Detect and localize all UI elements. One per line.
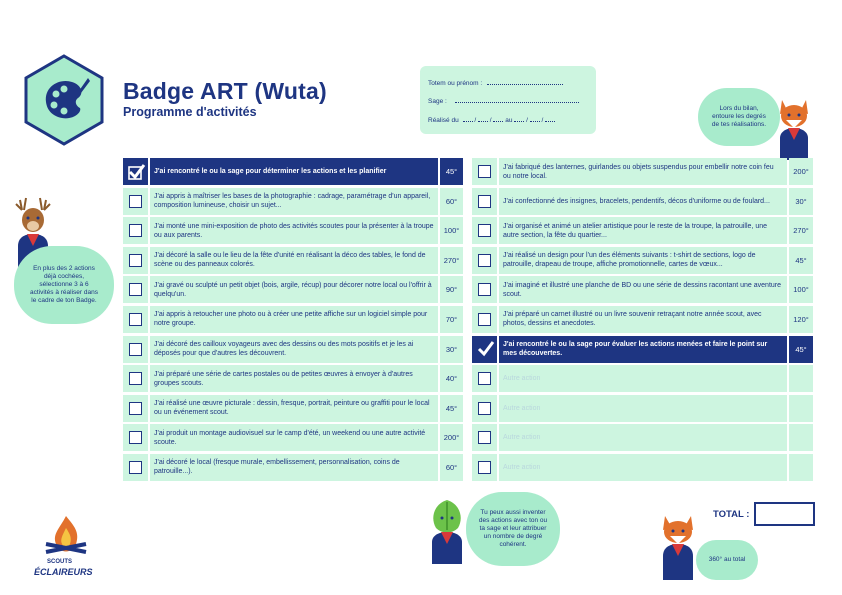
totem-field[interactable] <box>487 78 563 85</box>
checked-checkbox[interactable] <box>126 162 146 182</box>
activity-text[interactable]: Autre action <box>499 454 787 481</box>
page-title: Badge ART (Wuta) <box>123 78 327 104</box>
activity-text: J'ai décoré le local (fresque murale, embellissement, personnalisation, coins de patrouille...). <box>150 454 438 481</box>
scouts-eclaireurs-logo <box>40 514 92 556</box>
checked-checkbox[interactable] <box>475 339 495 359</box>
activity-row <box>123 336 465 363</box>
logo-line2: ÉCLAIREURS <box>34 567 93 577</box>
activity-degree: 60° <box>440 188 463 215</box>
checkbox-cell <box>472 158 497 185</box>
checkbox[interactable] <box>129 254 142 267</box>
start-month-field[interactable] <box>478 115 488 122</box>
date-separator: / <box>526 117 528 124</box>
selection-bubble <box>14 246 114 324</box>
activity-degree: 120° <box>789 306 813 333</box>
activity-degree: 45° <box>440 158 463 185</box>
checkbox[interactable] <box>478 313 491 326</box>
checkbox-cell <box>123 424 148 451</box>
checkbox-cell <box>472 276 497 303</box>
total-bubble-text: 360° au total <box>708 556 746 563</box>
activity-row <box>123 306 465 333</box>
activity-text: J'ai réalisé une œuvre picturale : dessin, fresque, portrait, peinture ou graffiti pour le local ou un événement scout. <box>150 395 438 422</box>
activity-row <box>123 188 465 215</box>
checkbox[interactable] <box>129 313 142 326</box>
date-separator: / <box>541 117 544 124</box>
activity-degree: 90° <box>440 276 463 303</box>
activity-text: J'ai confectionné des insignes, bracelets, pendentifs, décos d'uniforme ou de foulard... <box>499 188 787 215</box>
activity-degree: 100° <box>440 217 463 244</box>
fox-mascot-icon <box>772 96 816 160</box>
activity-row <box>123 424 465 451</box>
checkbox-cell <box>123 306 148 333</box>
checkbox-cell <box>472 365 497 392</box>
date-separator: / <box>489 117 492 124</box>
activity-text: J'ai préparé une série de cartes postales ou de petites œuvres à envoyer à d'autres groupes scouts. <box>150 365 438 392</box>
activity-row <box>123 395 465 422</box>
leaf-mascot-icon <box>426 498 468 564</box>
date-separator: / <box>474 117 477 124</box>
activity-row <box>123 454 465 481</box>
activity-row <box>472 247 815 274</box>
activity-degree: 270° <box>789 217 813 244</box>
end-day-field[interactable] <box>514 115 524 122</box>
checkbox[interactable] <box>478 402 491 415</box>
start-day-field[interactable] <box>463 115 473 122</box>
end-month-field[interactable] <box>530 115 540 122</box>
checkbox[interactable] <box>478 431 491 444</box>
activity-text[interactable]: Autre action <box>499 395 787 422</box>
activity-row <box>123 247 465 274</box>
activity-row <box>123 276 465 303</box>
checkbox-cell <box>123 247 148 274</box>
totem-row <box>428 78 563 87</box>
checkbox[interactable] <box>129 343 142 356</box>
checkbox-cell <box>472 395 497 422</box>
activity-row <box>472 158 815 185</box>
fox-mascot-bottom-icon <box>655 512 701 580</box>
activity-text: J'ai produit un montage audiovisuel sur le camp d'été, un weekend ou une autre activité scoute. <box>150 424 438 451</box>
logo-line1: SCOUTS <box>47 559 73 565</box>
checkbox[interactable] <box>478 195 491 208</box>
au-label: au <box>505 117 513 124</box>
activity-row <box>472 336 815 363</box>
checkbox-cell <box>472 217 497 244</box>
activity-degree: 200° <box>440 424 463 451</box>
bilan-bubble <box>698 88 780 146</box>
activity-text: J'ai imaginé et illustré une planche de BD ou une série de dessins racontant une aventure scout. <box>499 276 787 303</box>
checkbox-cell <box>123 336 148 363</box>
activity-degree: 200° <box>789 158 813 185</box>
checkbox-cell <box>123 158 148 185</box>
totem-label: Totem ou prénom : <box>428 80 483 87</box>
activity-degree: 70° <box>440 306 463 333</box>
checkbox-cell <box>472 247 497 274</box>
activity-text: J'ai décoré la salle ou le lieu de la fête d'unité en réalisant la déco des tables, le fond de scène ou des panneaux colorés. <box>150 247 438 274</box>
activity-text: J'ai monté une mini-exposition de photo des activités scoutes pour la présenter à la troupe ou aux parents. <box>150 217 438 244</box>
checkbox[interactable] <box>478 165 491 178</box>
activity-row <box>472 276 815 303</box>
activity-degree[interactable] <box>789 454 813 481</box>
checkbox-cell <box>123 217 148 244</box>
activity-degree: 30° <box>789 188 813 215</box>
activity-row <box>123 217 465 244</box>
activity-row <box>123 158 465 185</box>
activity-degree[interactable] <box>789 395 813 422</box>
activity-degree: 45° <box>440 395 463 422</box>
invent-bubble-text: Tu peux aussi inventer des actions avec ton ou ta sage et leur attribuer un nombre de degré cohérent. <box>478 509 548 548</box>
checkbox[interactable] <box>478 254 491 267</box>
checkbox-cell <box>472 306 497 333</box>
start-year-field[interactable] <box>493 115 503 122</box>
activity-text: J'ai appris à retoucher une photo ou à créer une petite affiche sur un logiciel simple pour notre groupe. <box>150 306 438 333</box>
checkbox-cell <box>472 336 497 363</box>
bilan-bubble-text: Lors du bilan, entoure les degrés de tes réalisations. <box>711 105 767 128</box>
checkbox[interactable] <box>478 461 491 474</box>
activity-text: J'ai fabriqué des lanternes, guirlandes ou objets suspendus pour embellir notre coin feu ou notre local. <box>499 158 787 185</box>
sage-field[interactable] <box>455 96 579 103</box>
activity-text: J'ai décoré des cailloux voyageurs avec des dessins ou des mots positifs et je les ai déposés pour que d'autres les découvrent. <box>150 336 438 363</box>
checkbox-cell <box>472 454 497 481</box>
checkbox-cell <box>123 365 148 392</box>
activity-text: J'ai rencontré le ou la sage pour déterminer les actions et les planifier <box>150 158 438 185</box>
right-activity-table <box>472 158 815 484</box>
checkmark-icon <box>475 339 495 359</box>
activity-text: J'ai réalisé un design pour l'un des éléments suivants : t-shirt de sections, logo de patrouille, drapeau de troupe, affiche promotionnelle, cartes de vœux... <box>499 247 787 274</box>
invent-bubble <box>466 492 560 566</box>
realise-label: Réalisé du <box>428 117 459 124</box>
activity-text: J'ai organisé et animé un atelier artistique pour le reste de la troupe, la patrouille, une autre section, la fête du quartier... <box>499 217 787 244</box>
activity-text[interactable]: Autre action <box>499 424 787 451</box>
checkbox[interactable] <box>129 372 142 385</box>
checkbox[interactable] <box>129 283 142 296</box>
checkbox-cell <box>123 454 148 481</box>
activity-row <box>472 188 815 215</box>
checkbox[interactable] <box>129 461 142 474</box>
activity-row <box>472 365 815 392</box>
total-label: TOTAL : <box>713 509 750 520</box>
palette-badge-icon <box>24 54 104 146</box>
left-activity-table <box>123 158 465 484</box>
checkbox[interactable] <box>129 224 142 237</box>
activity-text: J'ai appris à maîtriser les bases de la photographie : cadrage, paramétrage d'un appareil, composition lumineuse, choisir un sujet... <box>150 188 438 215</box>
end-year-field[interactable] <box>545 115 555 122</box>
checkbox[interactable] <box>478 372 491 385</box>
activity-degree[interactable] <box>789 424 813 451</box>
sage-label: Sage : <box>428 98 447 105</box>
activity-row <box>472 424 815 451</box>
activity-text[interactable]: Autre action <box>499 365 787 392</box>
checkbox-cell <box>472 424 497 451</box>
activity-row <box>123 365 465 392</box>
checkbox[interactable] <box>478 224 491 237</box>
activity-degree: 45° <box>789 336 813 363</box>
total-input[interactable] <box>754 502 815 526</box>
activity-degree: 40° <box>440 365 463 392</box>
checkbox[interactable] <box>129 402 142 415</box>
activity-text: J'ai rencontré le ou la sage pour évaluer les actions menées et faire le point sur mes découvertes. <box>499 336 787 363</box>
sage-row <box>428 96 579 105</box>
activity-row <box>472 454 815 481</box>
checkbox-cell <box>123 188 148 215</box>
checkbox-cell <box>472 188 497 215</box>
checkbox[interactable] <box>129 431 142 444</box>
activity-degree: 100° <box>789 276 813 303</box>
info-box <box>420 66 596 134</box>
activity-text: J'ai gravé ou sculpté un petit objet (bois, argile, récup) pour décorer notre local ou l'offrir à quelqu'un. <box>150 276 438 303</box>
page-subtitle: Programme d'activités <box>123 105 257 119</box>
activity-degree: 270° <box>440 247 463 274</box>
activity-text: J'ai préparé un carnet illustré ou un livre souvenir retraçant notre année scout, avec photos, dessins et anecdotes. <box>499 306 787 333</box>
checkmark-icon <box>126 162 146 182</box>
activity-row <box>472 395 815 422</box>
activity-degree: 45° <box>789 247 813 274</box>
checkbox-cell <box>123 276 148 303</box>
total-bubble <box>696 540 758 580</box>
checkbox-cell <box>123 395 148 422</box>
realise-row <box>428 115 555 124</box>
activity-degree: 60° <box>440 454 463 481</box>
checkbox[interactable] <box>129 195 142 208</box>
activity-degree[interactable] <box>789 365 813 392</box>
selection-bubble-text: En plus des 2 actions déjà cochées, sélectionne 3 à 6 activités à réaliser dans le cadre de ton Badge. <box>30 265 98 304</box>
activity-row <box>472 217 815 244</box>
activity-row <box>472 306 815 333</box>
checkbox[interactable] <box>478 283 491 296</box>
activity-degree: 30° <box>440 336 463 363</box>
